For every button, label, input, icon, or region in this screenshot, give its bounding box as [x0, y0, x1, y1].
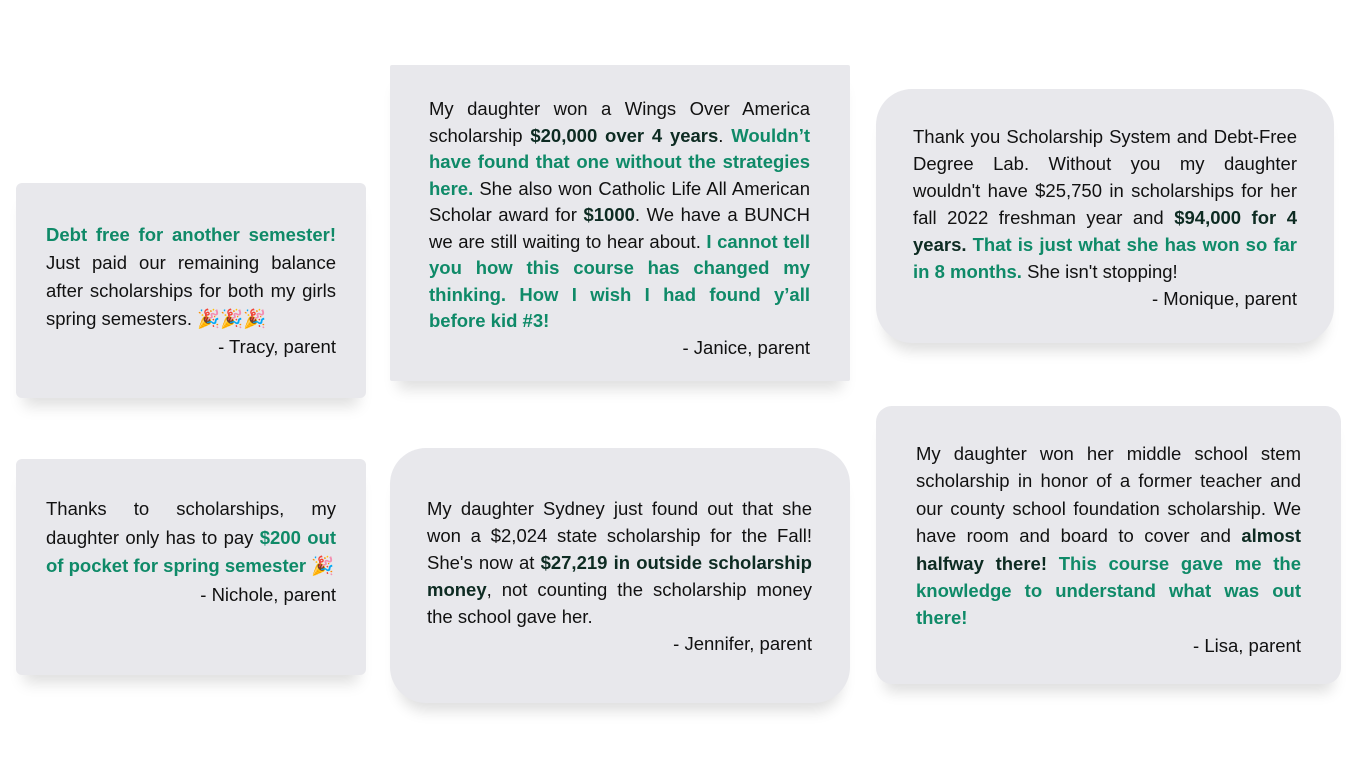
quote-bold: $20,000 over 4 years — [530, 124, 719, 146]
testimonial-quote — [46, 221, 336, 333]
testimonial-author: - Nichole, parent — [200, 583, 336, 605]
quote-bold: $27,219 in outside scholarship money — [427, 552, 812, 600]
quote-text: , not counting the scholarship money the school gave her. — [427, 579, 812, 627]
quote-highlight: $200 out of pocket for spring semester — [46, 526, 336, 576]
quote-text — [1047, 553, 1059, 574]
quote-text: My daughter won her middle school stem scholarship in honor of a former teacher and our county school foundation scholarship. We have room and board to cover and — [916, 443, 1301, 547]
quote-highlight: Wouldn’t have found that one without the strategies here. — [429, 124, 810, 199]
testimonial-card-tracy — [16, 183, 366, 398]
quote-text: . — [718, 124, 732, 146]
quote-text: Just paid our remaining balance after scholarships for both my girls spring semesters. 🎉🎉🎉 — [46, 252, 336, 329]
quote-text: She isn't stopping! — [1021, 261, 1178, 282]
testimonial-quote — [916, 440, 1301, 632]
quote-highlight: This course gave me the knowledge to understand what was out there! — [916, 552, 1302, 629]
testimonial-author: - Lisa, parent — [1193, 634, 1301, 656]
quote-bold: $1000 — [583, 204, 635, 225]
quote-text: . We have a BUNCH we are still waiting to hear about. — [429, 204, 810, 252]
quote-highlight: Debt free for another semester! — [46, 224, 336, 245]
testimonial-quote — [46, 495, 336, 581]
testimonial-quote — [913, 123, 1297, 285]
testimonial-quote — [429, 96, 810, 335]
testimonial-card-monique — [876, 89, 1334, 343]
quote-highlight: I cannot tell you how this course has changed my thinking. How I wish I had found y’all before kid #3! — [429, 230, 810, 331]
testimonial-author: - Monique, parent — [1151, 288, 1297, 309]
testimonial-author: - Jennifer, parent — [673, 633, 812, 654]
testimonial-card-jennifer — [390, 448, 850, 703]
quote-bold: $94,000 for 4 years. — [913, 207, 1297, 255]
testimonial-author: - Tracy, parent — [218, 336, 336, 357]
testimonial-author: - Janice, parent — [682, 336, 810, 358]
quote-text: Thank you Scholarship System and Debt-Free Degree Lab. Without you my daughter wouldn't have $25,750 in scholarships for her fall 2022 freshman year and — [913, 126, 1297, 228]
quote-text: Thanks to scholarships, my daughter only has to pay — [46, 498, 336, 548]
testimonial-card-janice — [390, 65, 850, 381]
quote-highlight: That is just what she has won so far in 8 months. — [913, 234, 1298, 282]
quote-text: My daughter Sydney just found out that she won a $2,024 state scholarship for the Fall! She's now at — [427, 498, 812, 573]
testimonial-quote — [427, 495, 812, 630]
quote-text: She also won Catholic Life All American Scholar award for — [429, 177, 810, 225]
testimonial-card-lisa — [876, 406, 1341, 684]
quote-text: 🎉 — [306, 555, 335, 576]
quote-bold: almost halfway there! — [916, 525, 1301, 574]
testimonial-card-nichole — [16, 459, 366, 675]
quote-text: My daughter won a Wings Over America scholarship — [429, 98, 810, 146]
